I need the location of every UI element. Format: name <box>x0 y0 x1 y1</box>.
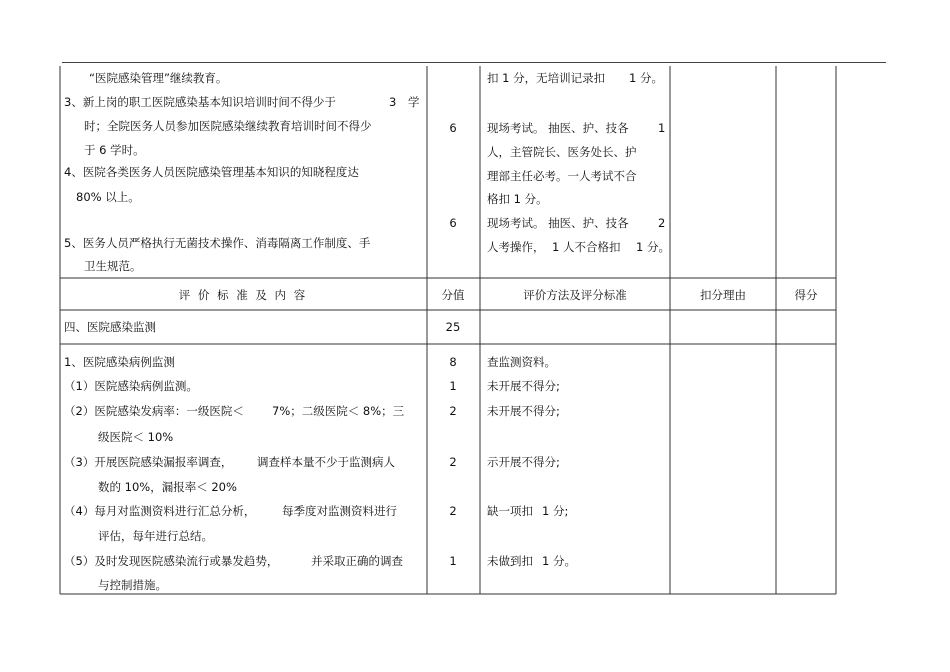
monitor-text-line: （1）医院感染病例监测。 <box>64 379 198 393</box>
monitor-text-line: （3）开展医院感染漏报率调查， <box>64 455 233 469</box>
upper-method-line: 1 分。 <box>629 71 663 85</box>
upper-text-line: 3、新上岗的职工医院感染基本知识培训时间不得少于 <box>64 95 336 109</box>
upper-method-line: 1 分。 <box>636 240 670 254</box>
monitor-method-line: 示开展不得分; <box>487 455 560 469</box>
section-score: 25 <box>445 320 461 334</box>
header-score: 分值 <box>441 288 465 302</box>
monitor-text-line: （4）每月对监测资料进行汇总分析， <box>64 504 256 518</box>
upper-method-line: 扣 1 分，无培训记录扣 <box>487 71 606 85</box>
monitor-score: 1 <box>449 554 457 568</box>
header-method: 评价方法及评分标准 <box>523 288 627 302</box>
upper-method-line: 人考操作， <box>487 240 545 254</box>
monitor-method-line: 未开展不得分; <box>487 379 560 393</box>
upper-method-line: 1 <box>658 121 666 135</box>
upper-text-line: 卫生规范。 <box>84 259 142 273</box>
upper-text-line: 4、医院各类医务人员医院感染管理基本知识的知晓程度达 <box>64 165 359 179</box>
upper-method-line: 现场考试。 抽医、护、技各 <box>487 121 629 135</box>
monitor-text-line: 1、医院感染病例监测 <box>64 355 175 369</box>
monitor-text-line: 评估，每年进行总结。 <box>98 529 213 543</box>
upper-method-line: 格扣 1 分。 <box>487 192 548 206</box>
upper-score: 6 <box>449 121 457 135</box>
section-title: 四、医院感染监测 <box>64 320 156 334</box>
monitor-score: 2 <box>449 404 457 418</box>
upper-text-line: 学 <box>408 95 420 109</box>
monitor-text-line: 并采取正确的调查 <box>311 554 403 568</box>
upper-text-line: 5、医务人员严格执行无菌技术操作、消毒隔离工作制度、手 <box>64 236 371 250</box>
header-reason: 扣分理由 <box>700 288 746 302</box>
monitor-score: 8 <box>449 355 457 369</box>
monitor-text-line: 数的 10%，漏报率＜ 20% <box>98 480 237 494</box>
monitor-text-line: （2）医院感染发病率：一级医院＜ <box>64 404 244 418</box>
upper-method-line: 人，主管院长、医务处长、护 <box>487 145 637 159</box>
monitor-method-line: 缺一项扣 <box>487 504 533 518</box>
upper-text-line: 80% 以上。 <box>76 190 140 204</box>
upper-text-line: 于 6 学时。 <box>84 143 145 157</box>
upper-method-line: 1 人不合格扣 <box>552 240 621 254</box>
monitor-score: 2 <box>449 455 457 469</box>
monitor-text-line: 每季度对监测资料进行 <box>282 504 397 518</box>
header-got: 得分 <box>794 288 818 302</box>
monitor-method-line: 未做到扣 <box>487 554 533 568</box>
monitor-method-line: 1 分。 <box>542 554 576 568</box>
upper-score: 6 <box>449 216 457 230</box>
upper-method-line: 现场考试。 抽医、护、技各 <box>487 216 629 230</box>
monitor-score: 1 <box>449 379 457 393</box>
upper-text-line: 时；全院医务人员参加医院感染继续教育培训时间不得少 <box>84 119 372 133</box>
monitor-text-line: 与控制措施。 <box>98 578 167 592</box>
monitor-text-line: （5）及时发现医院感染流行或暴发趋势， <box>64 554 279 568</box>
monitor-score: 2 <box>449 504 457 518</box>
upper-text-line: “医院感染管理”继续教育。 <box>89 71 228 85</box>
monitor-text-line: 级医院＜ 10% <box>98 430 174 444</box>
upper-method-line: 理部主任必考。一人考试不合 <box>487 169 637 183</box>
monitor-method-line: 查监测资料。 <box>487 355 556 369</box>
monitor-method-line: 未开展不得分; <box>487 404 560 418</box>
monitor-text-line: 7%；二级医院＜ 8%；三 <box>272 404 405 418</box>
monitor-method-line: 1 分; <box>542 504 569 518</box>
upper-text-line: 3 <box>389 95 397 109</box>
upper-method-line: 2 <box>658 216 666 230</box>
monitor-text-line: 调查样本量不少于监测病人 <box>257 455 395 469</box>
header-content: 评 价 标 准 及 内 容 <box>178 288 308 302</box>
